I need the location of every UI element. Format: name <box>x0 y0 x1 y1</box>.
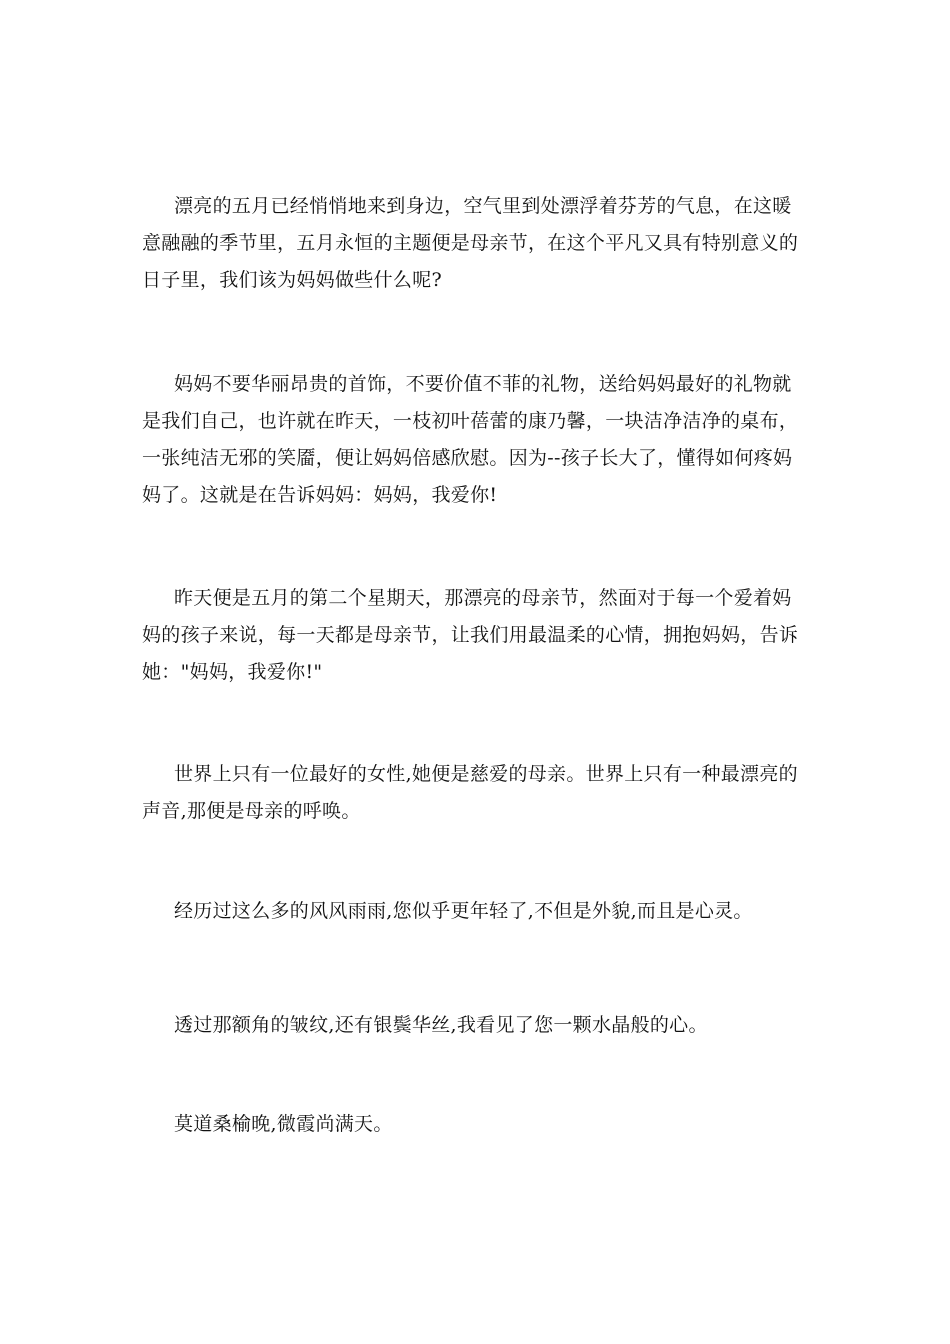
paragraph-2: 妈妈不要华丽昂贵的首饰，不要价值不菲的礼物，送给妈妈最好的礼物就是我们自己，也许就在昨天，一枝初叶蓓蕾的康乃馨，一块洁净洁净的桌布，一张纯洁无邪的笑靥，便让妈妈倍感欣慰。因为--孩子长大了，懂得如何疼妈妈了。这就是在告诉妈妈：妈妈，我爱你! <box>142 373 799 506</box>
paragraph-5: 经历过这么多的风风雨雨,您似乎更年轻了,不但是外貌,而且是心灵。 <box>174 900 753 922</box>
paragraph-4: 世界上只有一位最好的女性,她便是慈爱的母亲。世界上只有一种最漂亮的声音,那便是母亲的呼唤。 <box>142 763 798 822</box>
paragraph-6: 透过那额角的皱纹,还有银鬓华丝,我看见了您一颗水晶般的心。 <box>174 1014 708 1036</box>
paragraph-7: 莫道桑榆晚,微霞尚满天。 <box>174 1113 393 1135</box>
paragraph-3: 昨天便是五月的第二个星期天，那漂亮的母亲节，然面对于每一个爱着妈妈的孩子来说，每一天都是母亲节，让我们用最温柔的心情，拥抱妈妈，告诉她："妈妈，我爱你!" <box>142 587 799 683</box>
paragraph-1: 漂亮的五月已经悄悄地来到身边，空气里到处漂浮着芬芳的气息，在这暖意融融的季节里，五月永恒的主题便是母亲节，在这个平凡又具有特别意义的日子里，我们该为妈妈做些什么呢? <box>142 195 799 291</box>
